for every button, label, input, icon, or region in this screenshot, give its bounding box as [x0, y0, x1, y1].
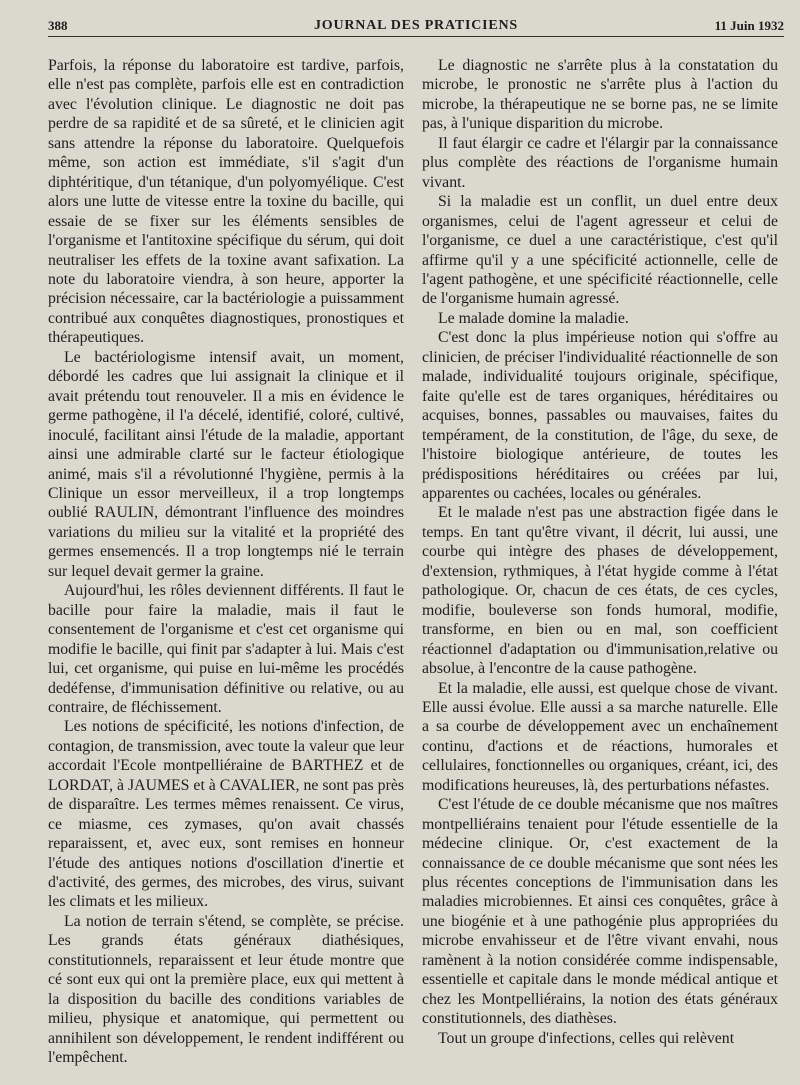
journal-title: JOURNAL DES PRATICIENS	[313, 18, 519, 33]
issue-date: 11 Juin 1932	[714, 18, 784, 33]
paragraph: Si la maladie est un conflit, un duel entre deux organismes, celui de l'agent agresseur et celui de l'organisme, ce duel a une caractéristique, c'est qu'il affirme qu'il y a une spécificité actionnelle, celle de l'agent pathogène, et une spécificité réactionnelle, celle de l'organisme humain agressé.	[422, 193, 778, 308]
header-rule	[48, 36, 784, 37]
paragraph: Aujourd'hui, les rôles deviennent différents. Il faut le bacille pour faire la maladie, mais il faut le consentement de l'organisme et c'est cet organisme qui modifie le bacille, qui finit par s'adapter à lui. Mais c'est lui, cet organisme, qui puise en lui-même les procédés dedéfense, d'immunisation définitive ou relative, ou au contraire, de fléchissement.	[48, 582, 404, 716]
paragraph: Tout un groupe d'infections, celles qui relèvent	[438, 1029, 735, 1047]
right-column	[422, 56, 778, 1048]
paragraph: Les notions de spécificité, les notions d'infection, de contagion, de transmission, avec toute la valeur que leur accordait l'Ecole montpelliéraine de BARTHEZ et de LORDAT, à JAUMES et à CAVALIER, ne sont pas près de disparaître. Les termes mêmes renaissent. Ce virus, ce miasme, ces zymases, qu'on avait chassés reparaissent, et, avec eux, sont remises en honneur l'étude des antiques notions d'oscillation d'inertie et d'activité, des germes, des microbes, des virus, suivant les climats et les milieux.	[48, 718, 404, 911]
paragraph: Il faut élargir ce cadre et l'élargir par la connaissance plus complète des réactions de l'organisme humain vivant.	[422, 134, 778, 191]
paragraph: Et la maladie, elle aussi, est quelque chose de vivant. Elle aussi évolue. Elle aussi a sa marche naturelle. Elle a sa courbe de développement avec un enchaînement continu, d'actions et de réactions, humorales et cellulaires, fonctionnelles ou organiques, créant, ici, des modifications heureuses, là, des perturbations néfastes.	[422, 679, 778, 794]
paragraph: C'est donc la plus impérieuse notion qui s'offre au clinicien, de préciser l'individualité réactionnelle de son malade, individualité toujours originale, spécifique, faite qu'elle est de tares organiques, héréditaires ou acquises, bonnes, passables ou mauvaises, faites du tempérament, de la constitution, de l'âge, du sexe, de l'histoire biologique antérieure, de toutes les prédispositions héréditaires ou créées par lui, apparentes ou cachées, locales ou générales.	[422, 329, 778, 502]
page-number: 388	[48, 18, 68, 33]
paragraph: La notion de terrain s'étend, se complète, se précise. Les grands états généraux diathésiques, constitutionnels, reparaissent et leur étude montre que cé sont eux qui ont la première place, eux qui mettent à la disposition du bacille des conditions variables de milieu, physique et anatomique, qui permettent ou annihilent son développement, le rendent indifférent ou l'empêchent.	[48, 912, 404, 1067]
paragraph: Le diagnostic ne s'arrête plus à la constatation du microbe, le pronostic ne s'arrête plus à l'action du microbe, la thérapeutique ne se borne pas, ne se limite pas, à l'unique disparition du microbe.	[422, 57, 778, 133]
paragraph: Le bactériologisme intensif avait, un moment, débordé les cadres que lui assignait la clinique et il avait prétendu tout renouveler. Il a mis en évidence le germe pathogène, il l'a décelé, identifié, coloré, cultivé, inoculé, facilitant ainsi l'étude de la maladie, apportant ainsi une admirable clarté sur le facteur étiologique animé, mais s'il a révolutionné l'hygiène, permis à la Clinique un essor merveilleux, il a trop longtemps oublié RAULIN, démontrant l'influence des moindres variations du milieu sur la vitalité et la propriété des germes ensemencés. Il a trop longtemps nié le terrain sur lequel devait germer la graine.	[48, 348, 404, 580]
running-head	[48, 18, 784, 38]
paragraph: Parfois, la réponse du laboratoire est tardive, parfois, elle n'est pas complète, parfois elle est en contradiction avec l'évolution clinique. Le diagnostic ne doit pas perdre de sa rapidité et de sa sûreté, et le clinicien agit sans attendre la réponse du laboratoire. Quelquefois même, son action est immédiate, s'il s'agit d'un diphtéritique, d'un tétanique, d'un polyomyélique. C'est alors une lutte de vitesse entre la toxine du bacille, qui essaie de se fixer sur les éléments sensibles de l'organisme et l'antitoxine spécifique du sérum, qui doit neutraliser les effets de la toxine avant safixation. La note du laboratoire viendra, à son heure, apporter la précision nécessaire, car la bactériologie a puissamment contribué aux conquêtes diagnostiques, pronostiques et thérapeutiques.	[48, 57, 404, 347]
paragraph: Et le malade n'est pas une abstraction figée dans le temps. En tant qu'être vivant, il décrit, lui aussi, une courbe qui intègre des phases de développement, d'extension, rythmiques, à l'état hygide comme à l'état pathologique. Or, chacun de ces états, de ces cycles, modifie, bouleverse son fonds humoral, modifie, transforme, en bien ou en mal, son coefficient réactionnel d'adaptation ou d'immunisation,relative ou absolue, à l'encontre de la cause pathogène.	[422, 504, 778, 678]
paragraph: Le malade domine la maladie.	[438, 309, 629, 327]
left-column	[48, 56, 404, 1068]
paragraph: C'est l'étude de ce double mécanisme que nos maîtres montpelliérains tenaient pour l'étude essentielle de la médecine clinique. Or, c'est exactement de la connaissance de ce double mécanisme que sont nées les plus récentes conceptions de l'immunisation dans les maladies microbiennes. Et ainsi ces conquêtes, grâce à une biogénie et à une pathogénie plus appropriées du microbe envahisseur et de l'être vivant envahi, nous ramènent à la notion considérée comme indispensable, essentielle et capitale dans le monde médical antique et chez les Montpelliérains, la notion des états généraux constitutionnels, des diathèses.	[422, 796, 778, 1028]
